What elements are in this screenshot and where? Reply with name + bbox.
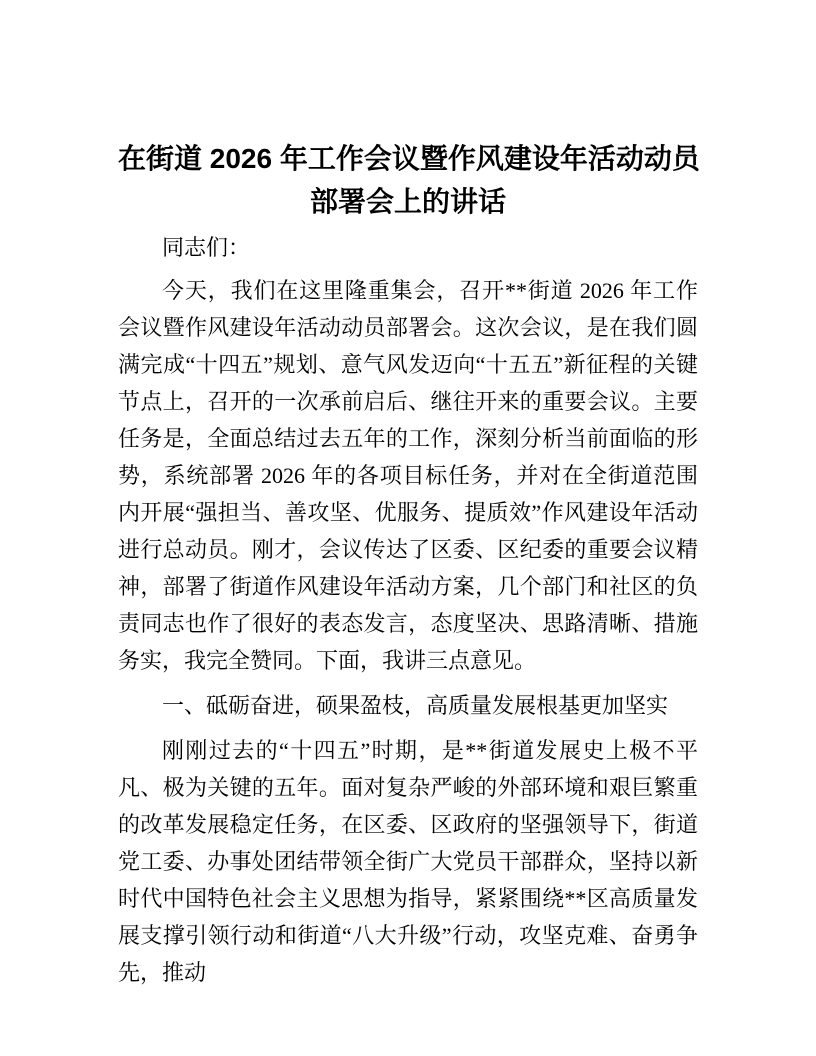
document-title [118, 137, 698, 223]
document-title-line-1: 在街道 2026 年工作会议暨作风建设年活动动员 [118, 143, 700, 174]
salutation: 同志们： [162, 235, 251, 260]
paragraph-section-1-body: 刚刚过去的“十四五”时期，是**街道发展史上极不平凡、极为关键的五年。面对复杂严峻的外部环境和艰巨繁重的改革发展稳定任务，在区委、区政府的坚强领导下，街道党工委、办事处团结带领全街广大党员干部群众，坚持以新时代中国特色社会主义思想为指导，紧紧围绕**区高质量发展支撑引领行动和街道“八大升级”行动，攻坚克难、奋勇争先，推动 [118, 738, 698, 985]
section-heading-1: 一、砥砺奋进，硕果盈枝，高质量发展根基更加坚实 [162, 693, 669, 718]
paragraph-intro: 今天，我们在这里隆重集会，召开**街道 2026 年工作会议暨作风建设年活动动员部署会。这次会议，是在我们圆满完成“十四五”规划、意气风发迈向“十五五”新征程的关键节点上，召开的一次承前启后、继往开来的重要会议。主要任务是，全面总结过去五年的工作，深刻分析当前面临的形势，系统部署 2026 年的各项目标任务，并对在全街道范围内开展“强担当、善攻坚、优服务、提质效”作风建设年活动进行总动员。刚才，会议传达了区委、区纪委的重要会议精神，部署了街道作风建设年活动方案，几个部门和社区的负责同志也作了很好的表态发言，态度坚决、思路清晰、措施务实，我完全赞同。下面，我讲三点意见。 [118, 278, 698, 673]
document-title-line-2: 部署会上的讲话 [309, 186, 506, 217]
